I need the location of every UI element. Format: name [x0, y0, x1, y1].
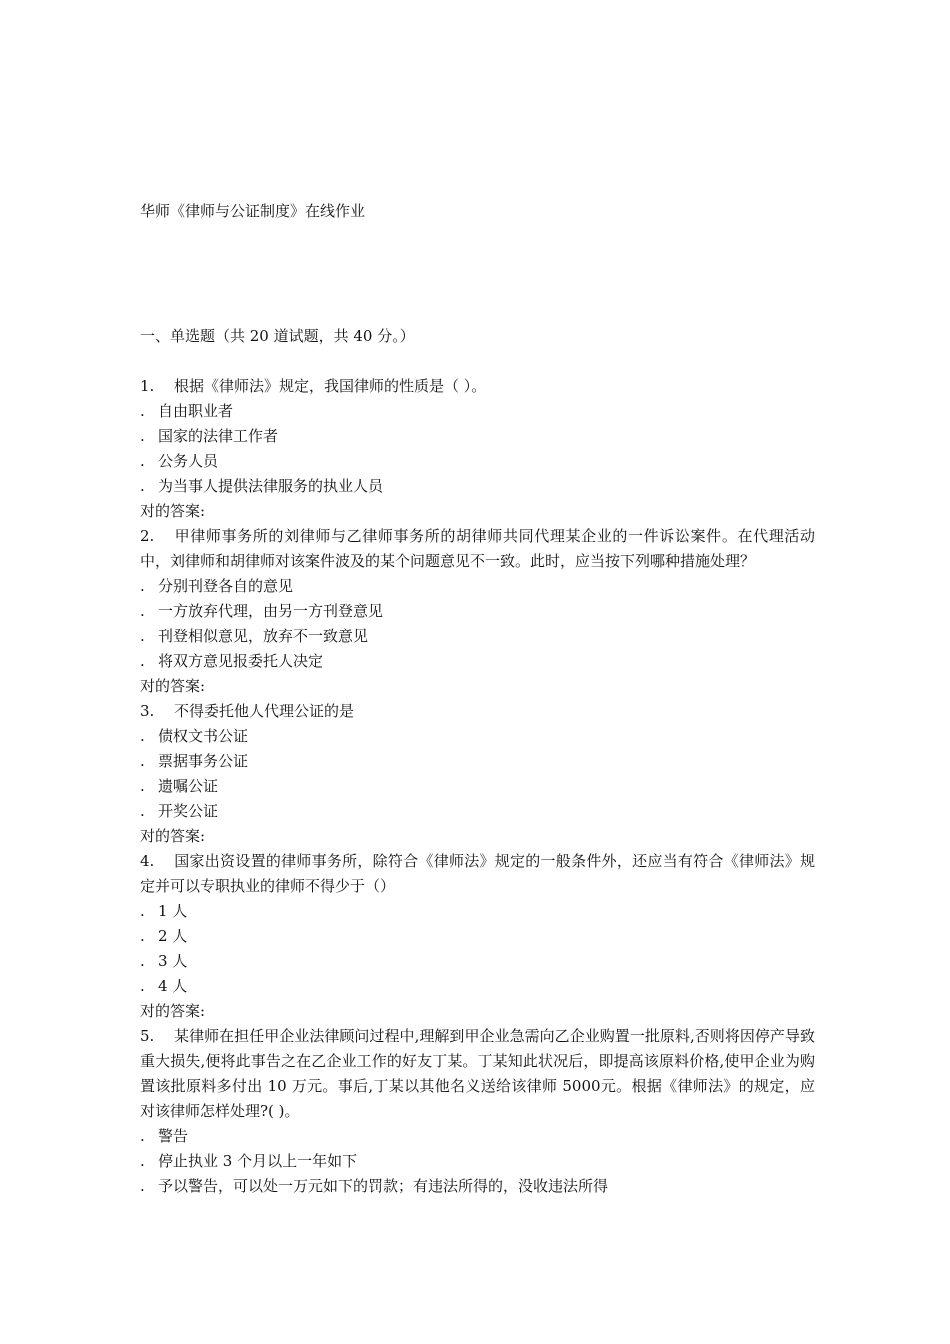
question-stem — [140, 849, 815, 899]
question-item — [140, 374, 815, 524]
section-heading: 一、单选题（共 20 道试题，共 40 分。） — [140, 327, 415, 345]
answer-option: . 债权文书公证 — [140, 727, 249, 745]
answer-option: . 4 人 — [140, 977, 188, 995]
option-text: 予以警告，可以处一万元如下的罚款；有违法所得的，没收违法所得 — [158, 1177, 609, 1195]
option-text: 票据事务公证 — [158, 752, 249, 770]
answer-option: . 遗嘱公证 — [140, 777, 219, 795]
answer-option: . 票据事务公证 — [140, 752, 249, 770]
answer-option: . 公务人员 — [140, 452, 219, 470]
answer-option: . 国家的法律工作者 — [140, 427, 279, 445]
question-stem — [140, 374, 815, 399]
question-item — [140, 524, 815, 699]
question-item — [140, 1024, 815, 1199]
option-text: 将双方意见报委托人决定 — [158, 652, 324, 670]
question-text: 不得委托他人代理公证的是 — [174, 702, 355, 720]
question-item — [140, 699, 815, 849]
option-text: 债权文书公证 — [158, 727, 249, 745]
question-stem — [140, 699, 815, 724]
correct-answer-label: 对的答案: — [140, 827, 206, 845]
answer-option: . 1 人 — [140, 902, 188, 920]
option-text: 3 人 — [158, 952, 188, 970]
correct-answer-label: 对的答案: — [140, 677, 206, 695]
answer-option: . 将双方意见报委托人决定 — [140, 652, 324, 670]
option-text: 国家的法律工作者 — [158, 427, 279, 445]
option-text: 遗嘱公证 — [158, 777, 219, 795]
question-text: 某律师在担任甲企业法律顾问过程中,理解到甲企业急需向乙企业购置一批原料,否则将因停产导致重大损失,便将此事告之在乙企业工作的好友丁某。丁某知此状况后，即提高该原料价格,使甲企业为购置该批原料多付出 10 万元。事后,丁某以其他名义送给该律师 5000元。根据《律师法》的规定，应对该律师怎样处理?( )。 — [140, 1027, 815, 1120]
question-list — [140, 374, 815, 1199]
option-text: 自由职业者 — [158, 402, 234, 420]
question-number: 4. — [140, 852, 155, 870]
option-text: 停止执业 3 个月以上一年如下 — [158, 1152, 358, 1170]
option-text: 警告 — [158, 1127, 189, 1145]
option-text: 2 人 — [158, 927, 188, 945]
answer-option: . 刊登相似意见，放弃不一致意见 — [140, 627, 369, 645]
answer-option: . 一方放弃代理，由另一方刊登意见 — [140, 602, 384, 620]
question-stem — [140, 1024, 815, 1124]
answer-option: . 分别刊登各自的意见 — [140, 577, 294, 595]
question-number: 2. — [140, 527, 155, 545]
answer-option: . 2 人 — [140, 927, 188, 945]
answer-option: . 3 人 — [140, 952, 188, 970]
option-text: 公务人员 — [158, 452, 219, 470]
option-text: 开奖公证 — [158, 802, 219, 820]
answer-option: . 予以警告，可以处一万元如下的罚款；有违法所得的，没收违法所得 — [140, 1177, 609, 1195]
correct-answer-label: 对的答案: — [140, 502, 206, 520]
option-text: 分别刊登各自的意见 — [158, 577, 294, 595]
answer-option: . 停止执业 3 个月以上一年如下 — [140, 1152, 358, 1170]
question-number: 1. — [140, 377, 155, 395]
question-stem — [140, 524, 815, 574]
question-number: 3. — [140, 702, 155, 720]
answer-option: . 自由职业者 — [140, 402, 234, 420]
option-text: 刊登相似意见，放弃不一致意见 — [158, 627, 369, 645]
question-text: 国家出资设置的律师事务所，除符合《律师法》规定的一般条件外，还应当有符合《律师法》规定并可以专职执业的律师不得少于（） — [140, 852, 815, 895]
option-text: 为当事人提供法律服务的执业人员 — [158, 477, 384, 495]
answer-option: . 警告 — [140, 1127, 189, 1145]
option-text: 1 人 — [158, 902, 188, 920]
question-item — [140, 849, 815, 1024]
answer-option: . 为当事人提供法律服务的执业人员 — [140, 477, 384, 495]
question-number: 5. — [140, 1027, 155, 1045]
answer-option: . 开奖公证 — [140, 802, 219, 820]
correct-answer-label: 对的答案: — [140, 1002, 206, 1020]
document-title: 华师《律师与公证制度》在线作业 — [140, 202, 366, 220]
option-text: 一方放弃代理，由另一方刊登意见 — [158, 602, 384, 620]
option-text: 4 人 — [158, 977, 188, 995]
question-text: 根据《律师法》规定，我国律师的性质是（ ）。 — [174, 377, 487, 395]
question-text: 甲律师事务所的刘律师与乙律师事务所的胡律师共同代理某企业的一件诉讼案件。在代理活动中，刘律师和胡律师对该案件波及的某个问题意见不一致。此时，应当按下列哪种措施处理？ — [140, 527, 815, 570]
